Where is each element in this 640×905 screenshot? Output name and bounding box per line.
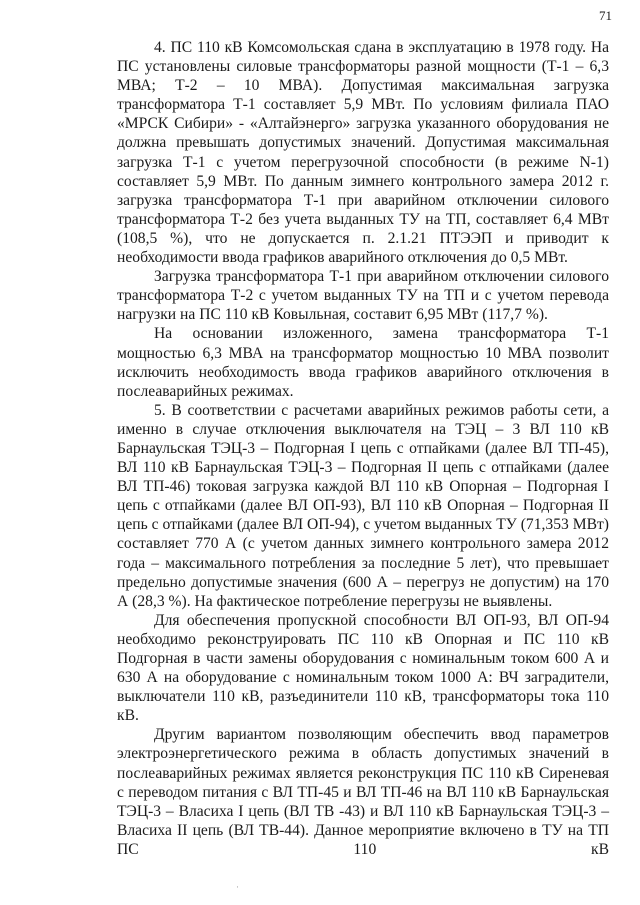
page-number: 71 (599, 8, 612, 23)
paragraph-transformer-load: Загрузка трансформатора Т-1 при аварийном отключении силового трансформатора Т-2 с учетом выданных ТУ на ТП и с учетом перевода нагрузки на ПС 110 кВ Ковыльная, составит 6,95 МВт (117,7 %). (117, 268, 609, 324)
footer-mark: · (236, 882, 239, 892)
paragraph-substation-komsomolskaya: 4. ПС 110 кВ Комсомольская сдана в эксплуатацию в 1978 году. На ПС установлены силовые трансформаторы разной мощности (Т-1 – 6,3 МВА; Т-2 – 10 МВА). Допустимая максимальная загрузка трансформатора Т-1 составляет 5,9 МВт. По условиям филиала ПАО «МРСК Сибири» - «Алтайэнерго» загрузка указанного оборудования не должна превышать допустимых значений. Допустимая максимальная загрузка Т-1 с учетом перегрузочной способности (в режиме N-1) составляет 5,9 МВт. По данным зимнего контрольного замера 2012 г. загрузка трансформатора Т-1 при аварийном отключении силового трансформатора Т-2 без учета выданных ТУ на ТП, составляет 6,4 МВт (108,5 %), что не допускается п. 2.1.21 ПТЭЭП и приводит к необходимости ввода графиков аварийного отключения до 0,5 МВт. (117, 39, 609, 267)
paragraph-reconstruction: Для обеспечения пропускной способности ВЛ ОП-93, ВЛ ОП-94 необходимо реконструировать ПС 110 кВ Опорная и ПС 110 кВ Подгорная в части замены оборудования с номинальным током 600 А и 630 А на оборудование с номинальным током 1000 А: ВЧ заградители, выключатели 110 кВ, разъединители 110 кВ, трансформаторы тока 110 кВ. (117, 611, 609, 725)
document-body (117, 38, 609, 859)
paragraph-emergency-modes: 5. В соответствии с расчетами аварийных режимов работы сети, а именно в случае отключения выключателя на ТЭЦ – 3 ВЛ 110 кВ Барнаульская ТЭЦ-3 – Подгорная I цепь с отпайками (далее ВЛ ТП-45), ВЛ 110 кВ Барнаульская ТЭЦ-3 – Подгорная II цепь с отпайками (далее ВЛ ТП-46) токовая загрузка каждой ВЛ 110 кВ Опорная – Подгорная I цепь с отпайками (далее ВЛ ОП-93), ВЛ 110 кВ Опорная – Подгорная II цепь с отпайками (далее ВЛ ОП-94), с учетом выданных ТУ (71,353 МВт) составляет 770 А (с учетом данных зимнего контрольного замера 2012 года – максимального потребления за последние 5 лет), что превышает предельно допустимые значения (600 А – перегруз не допустим) на 170 А (28,3 %). На фактическое потребление перегрузы не выявлены. (117, 401, 609, 610)
paragraph-alternative-option: Другим вариантом позволяющим обеспечить ввод параметров электроэнергетического режима в область допустимых значений в послеаварийных режимах является реконструкция ПС 110 кВ Сиреневая с переводом питания с ВЛ ТП-45 и ВЛ ТП-46 на ВЛ 110 кВ Барнаульская ТЭЦ-3 – Власиха I цепь (ВЛ ТВ -43) и ВЛ 110 кВ Барнаульская ТЭЦ-3 – Власиха II цепь (ВЛ ТВ-44). Данное мероприятие включено в ТУ на ТП ПС 110 кВ (117, 726, 609, 858)
paragraph-transformer-replacement: На основании изложенного, замена трансформатора Т-1 мощностью 6,3 МВА на трансформатор мощностью 10 МВА позволит исключить необходимость ввода графиков аварийного отключения в послеаварийных режимах. (117, 325, 609, 400)
